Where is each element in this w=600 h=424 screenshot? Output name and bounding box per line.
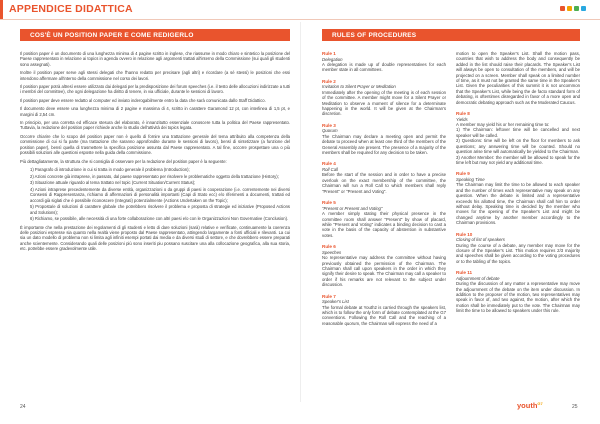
rule-title: Speaker's List — [322, 299, 349, 305]
rule-block — [322, 161, 446, 194]
paragraph: Più dettagliatamente, la struttura che si consiglia di osservare per la redazione del position paper è la seguente: — [20, 158, 227, 164]
page-gutter — [300, 22, 301, 402]
paragraph: Il position paper è un documento di una lunghezza minima di 4 pagine scritto in inglese, che riassume in modo chiaro e sintetico la posizione del Paese rappresentato in relazione ai topics in agenda ovvero in relazione agli argomenti trattati all'interno della Commissione (sui quali gli studenti sono assegnati). — [20, 51, 290, 67]
rule-title: Speeches — [322, 249, 342, 255]
rule-body: A member simply stating their physical presence in the committee room shall answer "Present" by show of placard, while "Present and Voting" indicates a binding decision to cast a vote in the basis of the capacity of abstention in substantive votes. — [322, 211, 446, 238]
paragraph: In principio, per una corretta ed efficace stesura del elaborato, è innanzitutto essenziale conoscere tutta la politica del Paese rappresentato. Tuttavia, la redazione del position paper richiede anche lo studio dell'attività dei topics legata. — [20, 120, 290, 131]
rule-number: Rule 11 — [456, 270, 473, 276]
accent-strip — [0, 0, 3, 19]
list-item: 1) Paragrafo di introduzione in cui si tratta in modo generale il problema (Introduction); — [30, 166, 190, 172]
rule-number: Rule 10 — [456, 231, 473, 237]
rule-block — [456, 111, 580, 165]
paragraph: Il position paper deve essere redatto al computer ed inviato inderogabilmente entro la data che sarà comunicata dallo Staff Didattico. — [20, 97, 266, 103]
rule-body: The formal debate at Youth2 is carried through the speakers list, which is to follow the only form of debate contemplated at the G7 conventions. Following the Roll Call and the reaching of a reasonable quorum, the Chairman will express the need of a — [322, 304, 446, 326]
rule-block — [322, 79, 446, 117]
rule-number: Rule 9 — [456, 171, 470, 177]
paragraph: È importante che nella prestazione dei regolamenti di gli studenti e letto di dare soluzioni (sarà) relative e verificate, continuamente la coerenza delle posizioni espresse sia quanto nella realtà viene proposto dal Paese rappresentato, attingendo largamente a fonti ufficiali e rilevanti. La cui sia un dato modello di problema non si limita agli infiniti esempi portati dai media e da diversi studi di settore, e che dovrebbero essere preparati anche scientemente. Considerando quali delle posizioni più sono inseriti piu possano suscitare una alla collocazione geografica, alla sua storia, etc. potrebbe essere gradevolmente utile. — [20, 224, 290, 252]
rule-body: The Chairman may declare a meeting open and permit the debate to proceed when at least one third of the members of the General Assembly are present. The presence of a majority of the members shall be required for any decision to be taken. — [322, 133, 446, 156]
rule-block — [322, 51, 446, 73]
header-divider — [0, 19, 600, 20]
rule-block — [322, 294, 446, 327]
page-number-left: 24 — [20, 404, 26, 410]
brand-dots-icon — [560, 6, 586, 11]
rule-number: Rule 4 — [322, 161, 336, 167]
rule-body: During the discussion of any matter a representative may move the adjournment of the debate on the item under discussion. In addition to the proposer of the motion, two representatives may speak in favor of, and two against, the motion, after which the motion shall be immediately put to the vote. The Chairman may limit the time to be allowed to speakers under this rule. — [456, 281, 580, 314]
rule-number: Rule 8 — [456, 111, 470, 117]
rule-title: Closing of list of speakers — [456, 237, 505, 243]
rule-body: The Chairman may limit the time to be allowed to each speaker and the number of times each representative may speak on any question. When the debate is limited and a representative exceeds his allotted time, the Chairman shall call him to order without delay. Speaking time is decided by the member who moves for the opening of the Speaker's List and might be changed anytime by another member accordingly to the Chairman provisions. — [456, 182, 580, 226]
rule-title: Speaking Time — [456, 176, 485, 182]
rule-title: Delegation — [322, 56, 343, 62]
rule-title: "Present or Present and Voting" — [322, 205, 383, 211]
list-item: 3) Situazione attuale riguardo al tema trattato nel topic (Current Situation/Current Status); — [30, 180, 196, 186]
brand-logo: youth$^{G7}$ — [517, 401, 543, 410]
rule-number: Rule 5 — [322, 200, 336, 206]
paragraph: Occorre chiarire che lo scopo del position paper non è quello di fornire una trattazione generale del tema attribuito alla competenza della commissione di cui si fa parte (ma trattazione che saranno approfondite durante le sessioni di lavoro), bensì di sintetizzare (a funzione del position paper), bensì quella di trasmettere la specifica posizione assunta dal Paese rappresentato. A tal fine, occorre prospettare una o più possibili soluzioni alle questioni esposte nella guida della commissione. — [20, 133, 290, 156]
rule-block — [456, 171, 580, 225]
paragraph: Il position paper potrà altresì essere utilizzato dai delegati per la predisposizione dei forum speeches (i.e. il testo delle allocuzioni indirizzate a tutti i membri del committee), che ogni delegazione ha diritto di tenere, in via ufficiale, durante le sessioni di lavoro. — [20, 84, 290, 95]
list-item: 6) Richiamo, se possibile, alle necessità di una forte collaborazione con altri paesi e/o con le Organizzazioni Non Governative (Conclusion). — [30, 216, 289, 222]
rule-body: Immediately after the opening of the meeting is of each session of the committee. A member might move for a Silent Prayer or Meditation to observe a moment of silence for a determinate happening in the world. It will be given at the Chairman's discretion. — [322, 89, 446, 117]
rules-column-2 — [456, 51, 580, 332]
rule-body: A member may yield his or her remaining time to: 1) The Chairman: leftover time will be cancelled and next speaker will be called. 2) Questions: time will be left on the floor for members to ask questions; any answering time will be counted. Should no question arise time will automatically be yielded to the Chairman. 3) Another Member: the member will be allowed to speak for the time left but may not yield any additional time. — [456, 122, 580, 165]
rule-body: motion to open the Speaker's List. Shall the motion pass, countries that wish to address the body and consequently be added in the list should raise their placards. The Speaker's List will always be open to consultation of the members, and will be projected on a screen. Member shall speak on a limited number of time, as it must not be granted the same time in the Speaker's List. Given the peculiarities of this summit it is not uncommon that the Speaker's List, while being the de facto standard form of debating, is oftentimes disregarded in favor of a more open and democratic debating approach such as the Moderated Caucus. — [456, 51, 580, 105]
page-number-right: 25 — [572, 404, 578, 410]
list-item: 5) Proposta/e di soluzioni di carattere globale che potrebbero risolvere il problema e proposta di strategie ed iniziative (Proposed Actions and Solutions); — [30, 204, 290, 215]
rule-block — [456, 232, 580, 265]
rule-body: Before the start of the session and in order to have a precise overlook on the exact membership of the committee, the Chairman will run a Roll Call to which members shall reply "Present" or "Present and Voting". — [322, 172, 446, 194]
rule-body: During the course of a debate, any member may move for the closure of the Speaker's List. This motion requires 2/3 majority and speeches shall be given according to the voting procedures or to the tabling of the topics. — [456, 242, 580, 264]
left-page — [20, 29, 290, 393]
rule-block — [456, 51, 580, 105]
rule-number: Rule 2 — [322, 78, 336, 84]
rule-title: Adjournment of debate — [456, 275, 500, 281]
right-page — [322, 29, 580, 393]
top-bar — [0, 0, 600, 19]
left-section-heading: COS'È UN POSITION PAPER E COME REDIGERLO — [20, 29, 290, 41]
rule-number: Rule 6 — [322, 244, 336, 250]
rule-block — [322, 200, 446, 238]
rule-block — [456, 270, 580, 313]
rule-body: No representative may address the committee without having previously obtained the permission of the Chairman. The Chairman shall call upon speakers in the order in which they signify their desire to speak. The Chairman may call a speaker to order if his remarks are not relevant to the subject under discussion. — [322, 255, 446, 288]
rule-title: Quorum — [322, 128, 338, 134]
rule-number: Rule 1 — [322, 51, 336, 56]
paragraph: Il documento deve essere una lunghezza minima di 2 pagine e massima di 4, scritto in carattere Garamond 12 pt, con interlinea di 1,5 pt, e margini di 2,54 cm. — [20, 106, 290, 117]
rule-title: Roll Call — [322, 167, 338, 173]
list-item: 4) Azioni intraprese precedentemente da diverse entità, organizzazioni o da gruppi di paesi in cooperazione (i.e. correntemente nei diversi Consessi di Rappresentanza, richiamo di affermazioni di personalità importanti (Capi di Stato ecc) e/o riferimenti a documenti, trattati ed accordi già siglati che è possibile riconoscere (Integrati) potenzialmente (Actions Undertaken on the Topic); — [30, 186, 290, 203]
rules-column-1 — [322, 51, 446, 332]
rule-title: Yields — [456, 116, 468, 122]
rule-number: Rule 3 — [322, 122, 336, 128]
list-item: 2) Azioni concrete già intraprese, in passato, dal paese rappresentato per risolvere le problematiche oggetto della trattazione (History); — [30, 173, 279, 179]
right-section-heading: RULES OF PROCEDURES — [322, 29, 580, 41]
page-title: APPENDICE DIDATTICA — [9, 3, 133, 15]
rule-block — [322, 244, 446, 287]
paragraph: Inoltre il position paper serve agli stessi delegati che l'hanno redatto per precisare (agli altri) e ricordare (a sé stessi) le posizioni che essi intendono affermare all'interno della commissione nel corso dei lavori. — [20, 70, 290, 81]
rule-block — [322, 123, 446, 156]
rule-number: Rule 7 — [322, 293, 336, 299]
structure-list — [20, 167, 290, 222]
rule-title: Invitation to Silent Prayer or Meditation — [322, 84, 396, 90]
rule-body: A delegation is made up of double representatives for each member state in all committees. — [322, 62, 446, 73]
